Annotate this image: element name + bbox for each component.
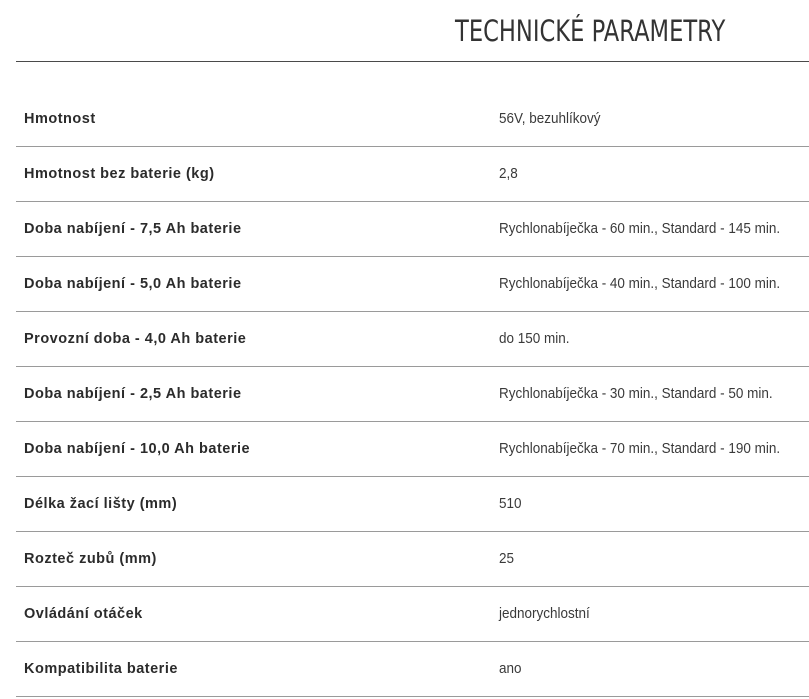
spec-table [16,92,809,697]
spec-row-weight-without-battery [16,147,809,202]
spec-value: ano [499,661,522,677]
spec-label: Délka žací lišty (mm) [24,496,178,512]
spec-row-charge-2-5ah [16,367,809,422]
spec-label: Doba nabíjení - 5,0 Ah baterie [24,276,242,292]
spec-label: Hmotnost [24,111,96,127]
spec-row-blade-length [16,477,809,532]
spec-value: 510 [499,496,522,512]
spec-row-charge-10-0ah [16,422,809,477]
spec-value: Rychlonabíječka - 60 min., Standard - 145 min. [499,221,781,237]
spec-row-runtime-4-0ah [16,312,809,367]
spec-row-charge-5-0ah [16,257,809,312]
spec-value: 2,8 [499,166,518,182]
spec-row-battery-compatibility [16,642,809,697]
spec-label: Doba nabíjení - 10,0 Ah baterie [24,441,251,457]
spec-label: Rozteč zubů (mm) [24,551,157,567]
section-header [0,0,809,62]
spec-label: Ovládání otáček [24,606,143,622]
spec-value: Rychlonabíječka - 70 min., Standard - 190 min. [499,441,781,457]
spec-label: Doba nabíjení - 7,5 Ah baterie [24,221,242,237]
spec-row-speed-control [16,587,809,642]
title-divider [16,61,809,62]
spec-value: 25 [499,551,515,567]
spec-label: Doba nabíjení - 2,5 Ah baterie [24,386,242,402]
spec-row-charge-7-5ah [16,202,809,257]
spec-value: Rychlonabíječka - 30 min., Standard - 50 min. [499,386,773,402]
spec-label: Hmotnost bez baterie (kg) [24,166,215,182]
spec-value: 56V, bezuhlíkový [499,111,601,127]
spec-label: Provozní doba - 4,0 Ah baterie [24,331,247,347]
spec-label: Kompatibilita baterie [24,661,178,677]
section-title: TECHNICKÉ PARAMETRY [455,14,726,48]
spec-value: do 150 min. [499,331,570,347]
spec-value: Rychlonabíječka - 40 min., Standard - 100 min. [499,276,781,292]
spec-row-weight [16,92,809,147]
spec-row-tooth-pitch [16,532,809,587]
spec-value: jednorychlostní [499,606,590,622]
